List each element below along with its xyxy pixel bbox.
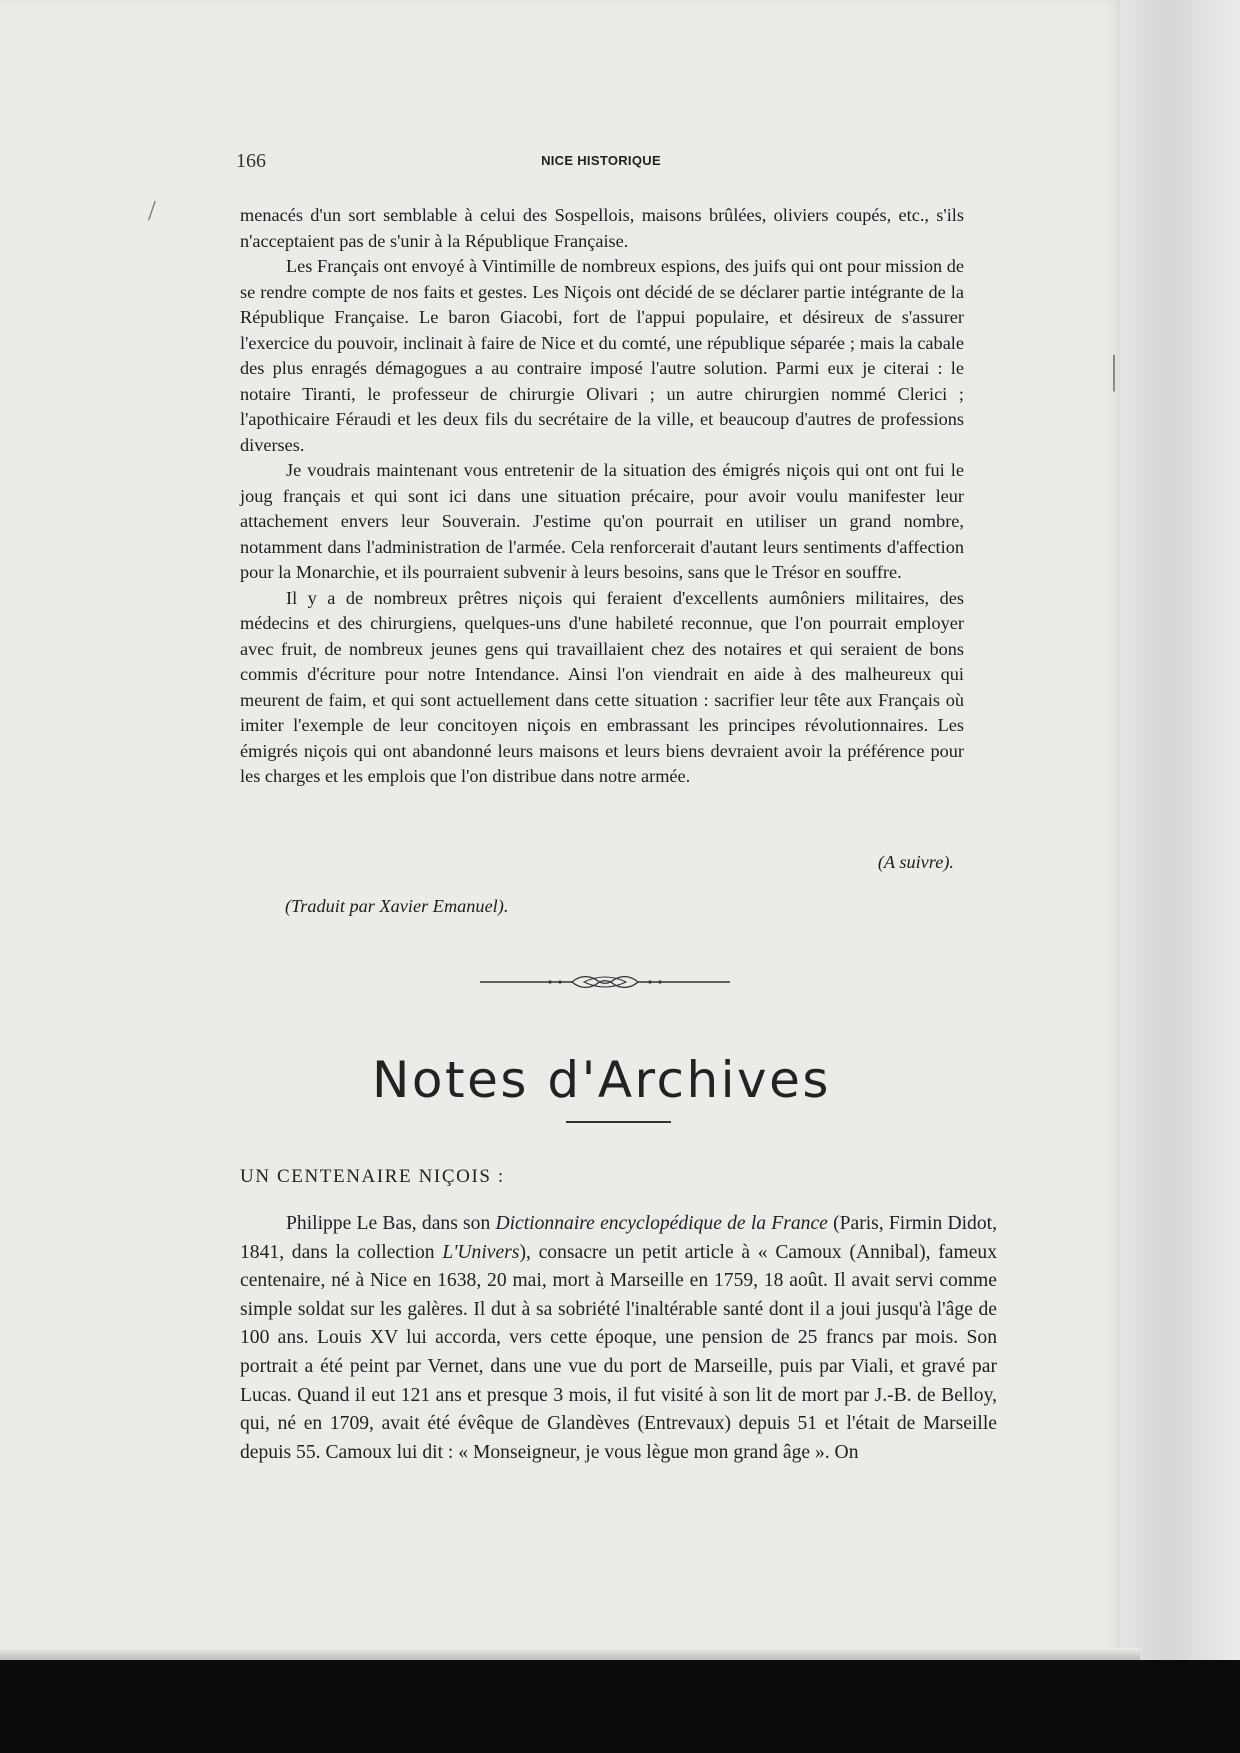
- section-title: Notes d'Archives: [372, 1051, 831, 1109]
- translator-credit: (Traduit par Xavier Emanuel).: [285, 896, 509, 916]
- page-number: 166: [236, 150, 266, 172]
- page-header: [236, 150, 966, 174]
- page-bottom-edge: [0, 1648, 1140, 1660]
- ornamental-divider-icon: [480, 974, 730, 990]
- paragraph: Il y a de nombreux prêtres niçois qui feraient d'excellents aumôniers militaires, des médecins et des chirurgiens, quelques-uns d'une habileté reconnue, que l'on pourrait employer avec fruit, de nombreux jeunes gens qui travaillaient chez des notaires et qui seraient de bons commis d'écriture pour notre Intendance. Ainsi l'on viendrait en aide à des malheureux qui meurent de faim, et qui sont actuellement dans cette situation : sacrifier leur tête aux Français où imiter l'exemple de leur concitoyen niçois en embrassant les principes révolutionnaires. Les émigrés niçois qui ont abandonné leurs maisons et leurs biens devraient avoir la préférence pour les charges et les emplois que l'on distribue dans notre armée.: [240, 587, 964, 786]
- notes-text: [240, 1210, 997, 1467]
- a-suivre: (A suivre).: [877, 852, 954, 872]
- text-run: (Paris, Firmin Didot, 1841, dans la collection: [240, 1213, 997, 1263]
- text-run: ), consacre un petit article à « Camoux (Annibal), fameux centenaire, né à Nice en 1638, 20 mai, mort à Marseille en 1759, 18 août. Il avait servi comme simple soldat sur les galères. Il dut à sa sobriété l'inaltérable santé dont il a joui jusqu'à l'âge de 100 ans. Louis XV lui accorda, vers cette époque, une pension de 25 francs par mois. Son portrait a été peint par Vernet, dans une vue du port de Marseille, puis par Viali, et gravé par Lucas. Quand il eut 121 ans et presque 3 mois, il fut visité à son lit de mort par J.-B. de Belloy, qui, né en 1709, avait été évêque de Glandèves (Entrevaux) depuis 51 et l'était de Marseille depuis 55. Camoux lui dit : « Monseigneur, je vous lègue mon grand âge ». On: [240, 1241, 997, 1463]
- subheading: UN CENTENAIRE NIÇOIS :: [240, 1166, 505, 1187]
- paragraph: menacés d'un sort semblable à celui des Sospellois, maisons brûlées, oliviers coupés, etc., s'ils n'acceptaient pas de s'unir à la République Française.: [240, 205, 964, 251]
- paragraph: Les Français ont envoyé à Vintimille de nombreux espions, des juifs qui ont pour mission de se rendre compte de nos faits et gestes. Les Niçois ont décidé de se déclarer partie intégrante de la République Française. Le baron Giacobi, fort de l'appui populaire, et désireux de s'assurer l'exercice du pouvoir, inclinait à faire de Nice et du comté, une république séparée ; mais la cabale des plus enragés démagogues a au contraire imposé l'autre solution. Parmi eux je citerai : le notaire Tiranti, le professeur de chirurgie Olivari ; un autre chirurgien nommé Clerici ; l'apothicaire Féraudi et les deux fils du secrétaire de la ville, et beaucoup d'autres de professions diverses.: [240, 256, 964, 455]
- title-underline: [566, 1121, 671, 1123]
- running-head: NICE HISTORIQUE: [541, 153, 661, 168]
- edge-mark-icon: |: [1110, 347, 1119, 392]
- book-title: Dictionnaire encyclopédique de la France: [495, 1213, 828, 1234]
- article-text: [240, 203, 964, 790]
- paragraph: Je voudrais maintenant vous entretenir de la situation des émigrés niçois qui ont ont fui le joug français et qui sont ici dans une situation précaire, pour avoir voulu manifester leur attachement envers leur Souverain. J'estime qu'on pourrait en utiliser un grand nombre, notamment dans l'administration de l'armée. Cela renforcerait d'autant leurs sentiments d'affection pour la Monarchie, et ils pourraient subvenir à leurs besoins, sans que le Trésor en souffre.: [240, 460, 964, 582]
- pencil-mark-icon: /: [148, 196, 156, 227]
- text-run: Philippe Le Bas, dans son: [286, 1213, 496, 1234]
- collection-title: L'Univers: [442, 1241, 520, 1263]
- paragraph: [240, 1210, 997, 1467]
- scan-background: [0, 1660, 1240, 1753]
- page-gutter-shadow: [1120, 0, 1240, 1753]
